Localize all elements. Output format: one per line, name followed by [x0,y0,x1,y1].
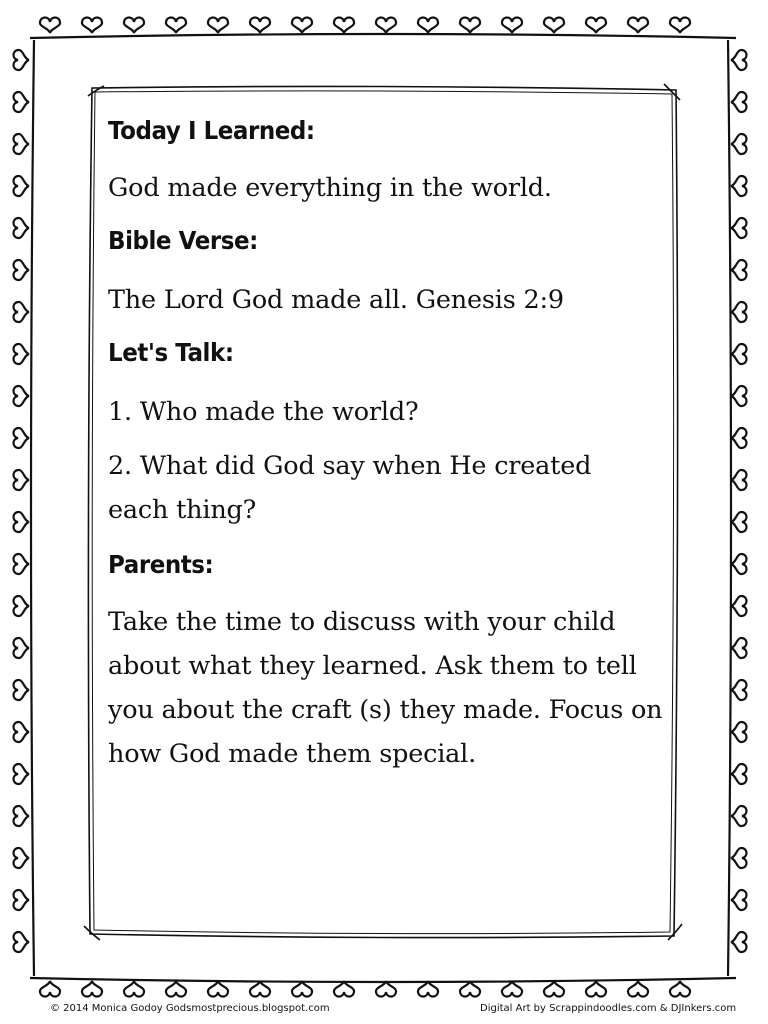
heart-icon [731,806,747,826]
heart-icon [14,344,30,364]
heart-icon [14,722,30,742]
heart-icon [82,981,102,997]
heart-icon [586,18,606,34]
heart-icon [250,981,270,997]
heart-icon [14,680,30,700]
heart-icon [208,981,228,997]
parents-text: Take the time to discuss with your child about what they learned. Ask them to tell you about the craft (s) they made. Focus on how God made them special. [108,607,663,769]
heart-icon [14,554,30,574]
heart-icon [376,18,396,34]
border-line [30,34,736,38]
heart-icon [14,638,30,658]
heart-icon [628,981,648,997]
heart-icon [586,981,606,997]
heart-icon [166,18,186,34]
heart-icon [14,806,30,826]
heart-icon [544,981,564,997]
heart-icon [14,92,30,112]
heart-icon [460,18,480,34]
parents-heading: Parents: [108,550,214,579]
heart-icon [731,764,747,784]
border-line [728,40,731,976]
heart-icon [82,18,102,34]
heart-icon [731,848,747,868]
heart-icon [14,176,30,196]
heart-icon [731,218,747,238]
heart-icon [731,344,747,364]
heart-icon [731,50,747,70]
border-line [31,40,34,976]
heart-icon [40,981,60,997]
heart-icon [14,134,30,154]
copyright-footer: © 2014 Monica Godoy Godsmostprecious.blogspot.com [50,1003,330,1014]
heart-icon [670,981,690,997]
heart-icon [14,386,30,406]
heart-icon [731,890,747,910]
heart-icon [670,18,690,34]
heart-icon [334,18,354,34]
heart-icon [731,680,747,700]
heart-icon [292,18,312,34]
heart-icon [250,18,270,34]
heart-icon [731,302,747,322]
heart-icon [460,981,480,997]
heart-icon [166,981,186,997]
heart-icon [124,981,144,997]
heart-icon [731,260,747,280]
heart-icon [502,18,522,34]
art-credit-footer: Digital Art by Scrappindoodles.com & DJInkers.com [480,1003,737,1014]
heart-icon [14,596,30,616]
heart-icon [14,428,30,448]
heart-icon [544,18,564,34]
heart-icon [731,596,747,616]
heart-icon [14,512,30,532]
heart-icon [418,981,438,997]
talk-question-2: 2. What did God say when He created each thing? [108,451,592,525]
heart-icon [40,18,60,34]
heart-icon [14,50,30,70]
heart-icon [14,260,30,280]
heart-icon [292,981,312,997]
learned-heading: Today I Learned: [108,116,315,145]
heart-icon [731,176,747,196]
heart-icon [418,18,438,34]
learned-text: God made everything in the world. [108,173,552,203]
heart-icon [502,981,522,997]
heart-icon [731,638,747,658]
border-line [30,978,736,982]
heart-icon [628,18,648,34]
heart-icon [14,218,30,238]
heart-icon [731,554,747,574]
verse-text: The Lord God made all. Genesis 2:9 [108,285,564,315]
heart-icon [376,981,396,997]
heart-icon [731,134,747,154]
heart-icon [731,470,747,490]
heart-icon [14,932,30,952]
heart-icon [334,981,354,997]
verse-heading: Bible Verse: [108,226,258,255]
heart-icon [14,764,30,784]
heart-icon [731,512,747,532]
heart-icon [14,890,30,910]
talk-question-1: 1. Who made the world? [108,397,419,427]
heart-icon [731,428,747,448]
heart-icon [731,722,747,742]
heart-icon [124,18,144,34]
heart-icon [731,386,747,406]
heart-icon [208,18,228,34]
heart-icon [731,92,747,112]
heart-icon [731,932,747,952]
heart-icon [14,470,30,490]
heart-icon [14,848,30,868]
heart-icon [14,302,30,322]
talk-heading: Let's Talk: [108,338,234,367]
